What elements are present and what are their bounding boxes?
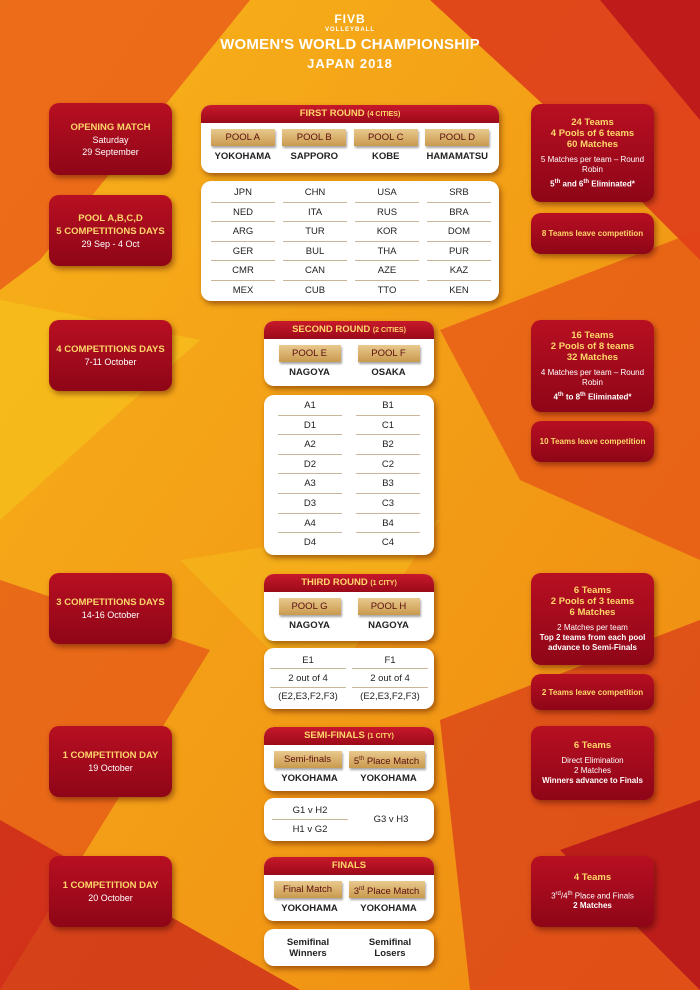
- page-title: WOMEN'S WORLD CHAMPIONSHIP: [220, 36, 480, 53]
- team-cell: D2: [278, 455, 342, 475]
- entry-cell: (E2,E3,F2,F3): [360, 691, 420, 702]
- team-cell: MEX: [232, 284, 254, 296]
- semis-days-box: [49, 726, 172, 797]
- semis-advance: Winners advance to Finals: [542, 776, 643, 785]
- city-label: OSAKA: [371, 367, 406, 378]
- team-cell: CHN: [283, 183, 347, 203]
- pool-e-badge: POOL E: [279, 345, 341, 362]
- team-cell: A4: [278, 514, 342, 534]
- team-cell: KEN: [449, 284, 469, 296]
- fifth-place-pairing: G3 v H3: [373, 814, 409, 825]
- team-cell: C1: [356, 416, 420, 436]
- team-cell: THA: [355, 242, 419, 262]
- round2-days-line1: 7-11 October: [84, 357, 137, 367]
- pool-h-entries: [352, 652, 428, 706]
- semifinals-badge: Semi-finals: [274, 751, 342, 768]
- pool-a-teams: [211, 183, 275, 301]
- city-label: YOKOHAMA: [281, 903, 338, 914]
- pool-h-badge: POOL H: [358, 598, 420, 615]
- pool-g-badge: POOL G: [279, 598, 341, 615]
- round2-leave-box: [531, 421, 654, 462]
- round3-days-title: 3 COMPETITIONS DAYS: [56, 597, 165, 608]
- round2-eliminated: 4th to 8th Eliminated*: [553, 391, 632, 402]
- third-round-teams: [264, 648, 434, 709]
- pool-abcd-title2: 5 COMPETITIONS DAYS: [56, 225, 165, 237]
- round3-leave-text: 2 Teams leave competition: [541, 687, 644, 697]
- round3-days-line1: 14-16 October: [81, 610, 140, 620]
- first-round-cities: [201, 146, 499, 162]
- finals-days-line1: 20 October: [88, 893, 133, 903]
- pool-abcd-line1: 29 Sep - 4 Oct: [81, 238, 140, 249]
- third-round-title: THIRD ROUND (1 CITY): [264, 574, 434, 592]
- final-participants: Semifinal Winners: [286, 937, 330, 959]
- third-place-participants: Semifinal Losers: [368, 937, 412, 959]
- brand-sub: VOLLEYBALL: [325, 27, 375, 33]
- team-cell: TTO: [377, 284, 397, 296]
- city-label: HAMAMATSU: [426, 151, 489, 162]
- pool-g-entries: [270, 652, 346, 706]
- city-label: YOKOHAMA: [281, 773, 338, 784]
- team-cell: D4: [303, 537, 317, 549]
- round2-teams: 16 Teams: [571, 329, 614, 341]
- second-round-panel: [264, 321, 434, 386]
- finals-teams: 4 Teams: [573, 871, 612, 883]
- finals-title: FINALS: [264, 857, 434, 875]
- team-cell: CMR: [211, 261, 275, 281]
- city-label: KOBE: [372, 151, 400, 162]
- semis-days-title: 1 COMPETITION DAY: [62, 750, 159, 761]
- match-cell: H1 v G2: [292, 824, 328, 835]
- team-cell: KAZ: [427, 261, 491, 281]
- opening-title: OPENING MATCH: [70, 121, 151, 133]
- entry-cell: E1: [270, 652, 346, 669]
- pool-c-teams: [355, 183, 419, 301]
- team-cell: A1: [278, 396, 342, 416]
- round1-format: 5 Matches per team – Round Robin: [540, 154, 645, 174]
- finals-cities: [264, 898, 434, 914]
- round2-days-box: [49, 320, 172, 391]
- team-cell: DOM: [427, 222, 491, 242]
- city-label: YOKOHAMA: [214, 151, 271, 162]
- city-label: YOKOHAMA: [360, 773, 417, 784]
- pool-b-teams: [283, 183, 347, 301]
- round2-matches: 32 Matches: [566, 351, 619, 363]
- finals-info-box: [531, 856, 654, 927]
- finals-days-box: [49, 856, 172, 927]
- semifinals-cities: [264, 768, 434, 784]
- pool-e-teams: [278, 396, 342, 553]
- city-label: NAGOYA: [289, 620, 330, 631]
- semifinals-title: SEMI-FINALS (1 CITY): [264, 727, 434, 745]
- brand-logo: FIVB: [334, 12, 366, 26]
- round2-leave-text: 10 Teams leave competition: [539, 437, 646, 446]
- semifinals-matches: [264, 798, 434, 841]
- round2-format: 4 Matches per team – Round Robin: [540, 367, 645, 387]
- page-subtitle: JAPAN 2018: [307, 56, 393, 71]
- round2-pools: 2 Pools of 8 teams: [550, 340, 635, 352]
- team-cell: B3: [356, 474, 420, 494]
- team-cell: BRA: [427, 203, 491, 223]
- round3-matches: 6 Matches: [569, 607, 616, 618]
- team-cell: C2: [356, 455, 420, 475]
- team-cell: RUS: [355, 203, 419, 223]
- round3-info-box: [531, 573, 654, 665]
- semis-days-line1: 19 October: [88, 763, 133, 773]
- finals-panel: [264, 857, 434, 921]
- team-cell: ITA: [283, 203, 347, 223]
- pool-b-badge: POOL B: [282, 129, 346, 146]
- round1-eliminated: 5th and 6th Eliminated*: [550, 178, 635, 189]
- pool-abcd-title1: POOL A,B,C,D: [78, 212, 143, 224]
- final-match-badge: Final Match: [274, 881, 342, 898]
- semifinals-panel: [264, 727, 434, 791]
- round1-info-box: [531, 104, 654, 202]
- team-cell: SRB: [427, 183, 491, 203]
- team-cell: BUL: [283, 242, 347, 262]
- semis-format: Direct Elimination: [561, 756, 624, 765]
- round1-leave-box: [531, 213, 654, 254]
- entry-cell: (E2,E3,F2,F3): [278, 691, 338, 702]
- third-round-panel: [264, 574, 434, 641]
- team-cell: AZE: [355, 261, 419, 281]
- finals-badges: [264, 875, 434, 898]
- round1-leave-text: 8 Teams leave competition: [541, 229, 644, 238]
- team-cell: D1: [278, 416, 342, 436]
- finals-format: 3rd/4th Place and Finals: [551, 890, 634, 901]
- city-label: NAGOYA: [289, 367, 330, 378]
- round2-info-box: [531, 320, 654, 412]
- finals-matches: [264, 929, 434, 966]
- third-round-cities: [264, 615, 434, 631]
- pool-d-teams: [427, 183, 491, 301]
- opening-line1: Saturday: [92, 134, 129, 145]
- first-round-title: FIRST ROUND (4 CITIES): [201, 105, 499, 123]
- team-cell: A3: [278, 474, 342, 494]
- round1-matches: 60 Matches: [566, 138, 619, 150]
- round3-pools: 2 Pools of 3 teams: [550, 596, 635, 607]
- pool-a-badge: POOL A: [211, 129, 275, 146]
- second-round-pools: [264, 339, 434, 362]
- second-round-teams: [264, 395, 434, 555]
- fifth-place-badge: 5th Place Match: [349, 751, 425, 768]
- team-cell: C3: [356, 494, 420, 514]
- team-cell: B4: [356, 514, 420, 534]
- team-cell: TUR: [283, 222, 347, 242]
- team-cell: ARG: [211, 222, 275, 242]
- pool-c-badge: POOL C: [354, 129, 418, 146]
- team-cell: D3: [278, 494, 342, 514]
- second-round-cities: [264, 362, 434, 378]
- semis-matches: 2 Matches: [574, 766, 611, 775]
- semis-teams: 6 Teams: [573, 740, 612, 751]
- city-label: NAGOYA: [368, 620, 409, 631]
- opening-match-box: [49, 103, 172, 175]
- pool-d-badge: POOL D: [425, 129, 489, 146]
- round3-advance: Top 2 teams from each pool advance to Semi-Finals: [539, 633, 646, 652]
- semifinals-badges: [264, 745, 434, 768]
- team-cell: PUR: [427, 242, 491, 262]
- entry-cell: 2 out of 4: [352, 669, 428, 688]
- team-cell: NED: [211, 203, 275, 223]
- round1-pools: 4 Pools of 6 teams: [550, 127, 635, 139]
- round3-teams: 6 Teams: [573, 585, 612, 596]
- team-cell: CAN: [283, 261, 347, 281]
- pool-abcd-box: [49, 195, 172, 266]
- pool-f-teams: [356, 396, 420, 553]
- semifinal-pairings: [272, 801, 348, 839]
- team-cell: KOR: [355, 222, 419, 242]
- entry-cell: F1: [352, 652, 428, 669]
- team-cell: CUB: [304, 284, 326, 296]
- team-cell: USA: [355, 183, 419, 203]
- team-cell: GER: [211, 242, 275, 262]
- match-cell: G1 v H2: [272, 801, 348, 820]
- city-label: SAPPORO: [290, 151, 338, 162]
- city-label: YOKOHAMA: [360, 903, 417, 914]
- team-cell: A2: [278, 435, 342, 455]
- round3-leave-box: [531, 674, 654, 710]
- first-round-panel: [201, 105, 499, 173]
- team-cell: B1: [356, 396, 420, 416]
- pool-f-badge: POOL F: [358, 345, 420, 362]
- opening-line2: 29 September: [82, 146, 139, 157]
- third-place-badge: 3rd Place Match: [349, 881, 425, 898]
- first-round-pools: [201, 123, 499, 146]
- round3-days-box: [49, 573, 172, 644]
- entry-cell: 2 out of 4: [270, 669, 346, 688]
- team-cell: JPN: [211, 183, 275, 203]
- finals-matches: 2 Matches: [573, 901, 612, 911]
- team-cell: B2: [356, 435, 420, 455]
- finals-days-title: 1 COMPETITION DAY: [62, 880, 159, 891]
- second-round-title: SECOND ROUND (2 CITIES): [264, 321, 434, 339]
- first-round-teams: [201, 181, 499, 301]
- semis-info-box: [531, 726, 654, 800]
- third-round-pools: [264, 592, 434, 615]
- round1-teams: 24 Teams: [571, 116, 614, 128]
- round2-days-title: 4 COMPETITIONS DAYS: [56, 344, 165, 355]
- round3-format: 2 Matches per team: [557, 623, 628, 632]
- team-cell: C4: [381, 537, 395, 549]
